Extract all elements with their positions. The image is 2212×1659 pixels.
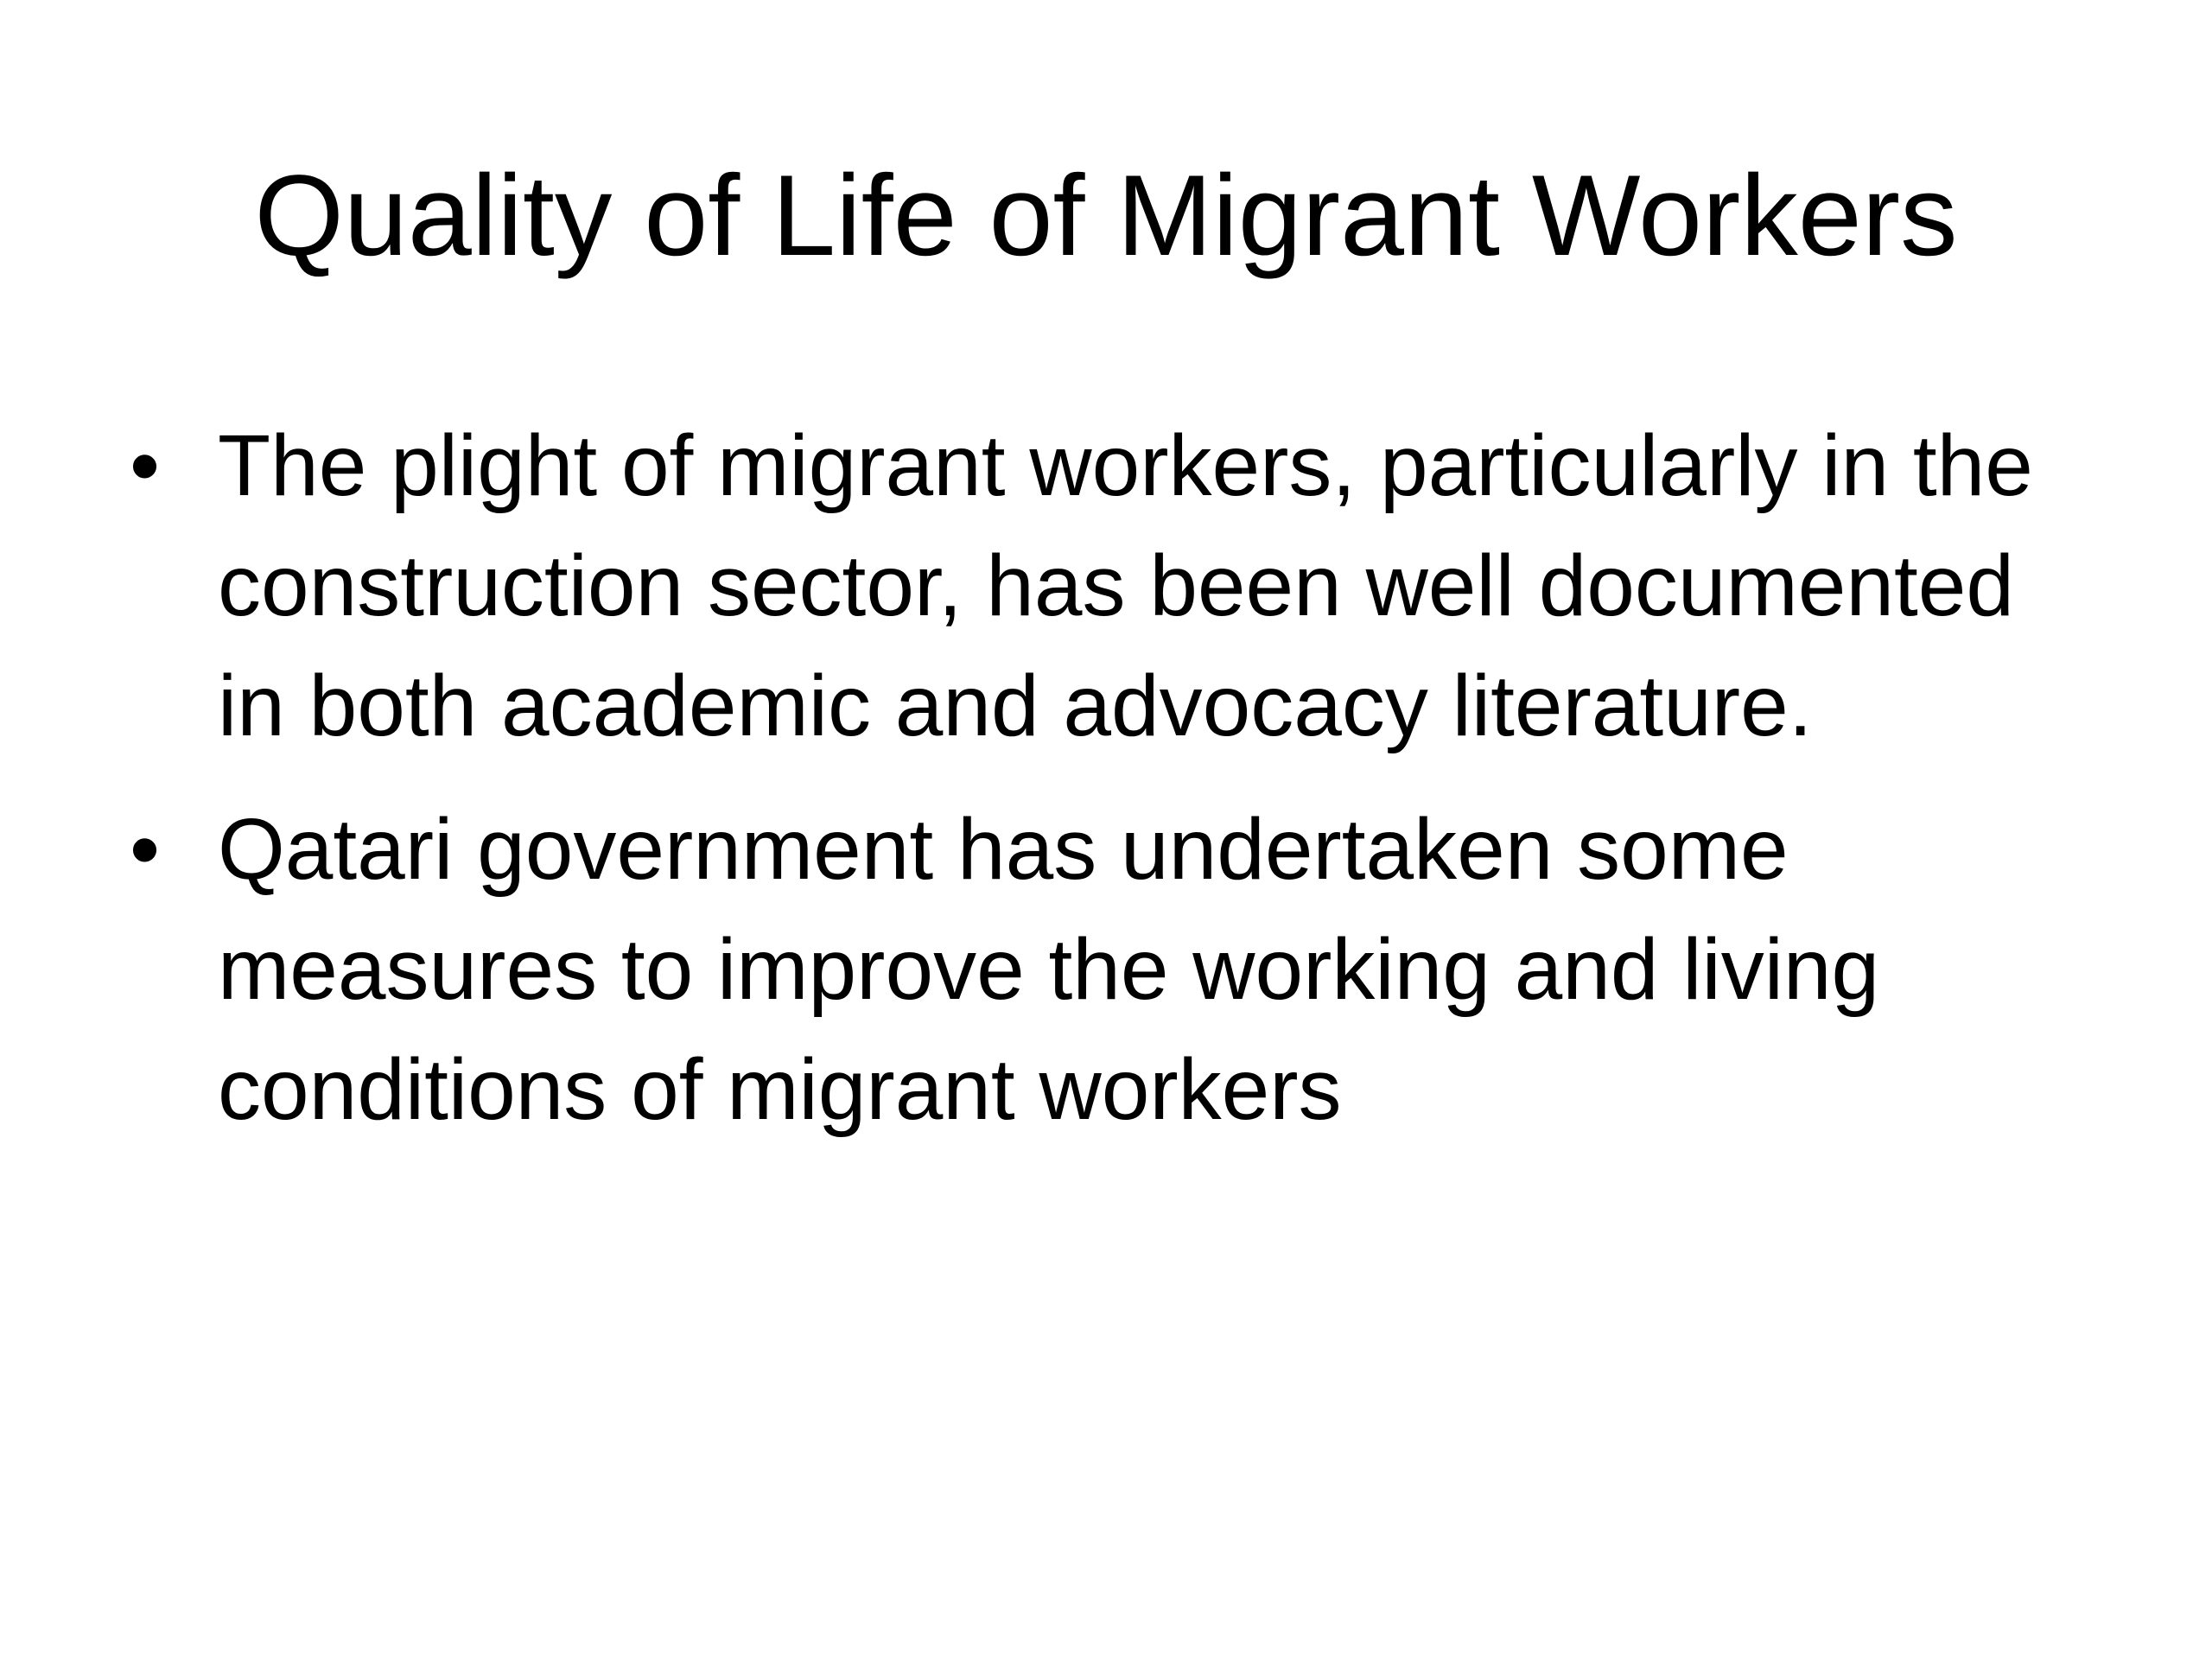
slide-title: Quality of Life of Migrant Workers: [254, 152, 1958, 280]
bullet-text: The plight of migrant workers, particularly in the construction sector, has been well documented in both academic and advocacy literature.: [218, 417, 2033, 754]
bullet-dot-icon: •: [130, 801, 161, 898]
bullet-list: [130, 406, 2048, 1173]
bullet-text: Qatari government has undertaken some measures to improve the working and living conditions of migrant workers: [218, 801, 1880, 1138]
bullet-dot-icon: •: [130, 417, 161, 514]
bullet-item: [130, 790, 2048, 1150]
bullet-item: [130, 406, 2048, 766]
